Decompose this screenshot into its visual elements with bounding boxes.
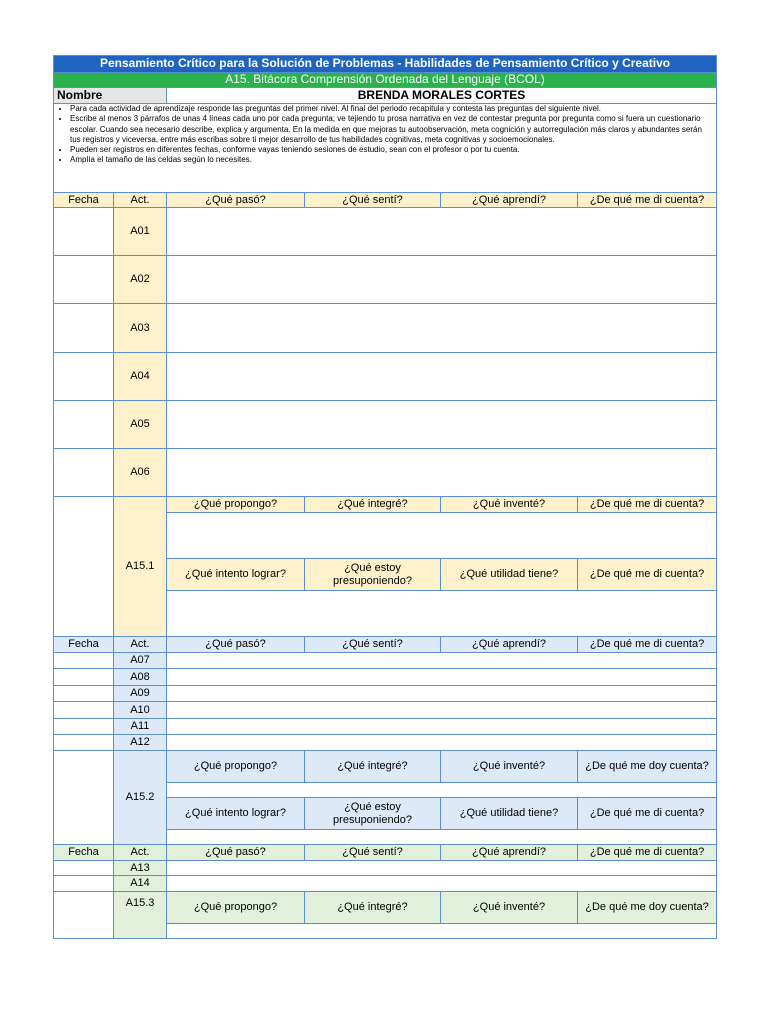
col-header-fecha: Fecha [54,193,114,208]
nombre-label: Nombre [54,88,167,104]
instruction-item: • Pueden ser registros en diferentes fechas, conforme vayas teniendo sesiones de estudio, sean con el profesor o por tu cuenta. [70,145,712,155]
fecha-cell[interactable] [54,861,114,876]
activity-entry-cell[interactable] [167,449,717,497]
activity-entry-cell[interactable] [167,686,717,702]
activity-entry-cell[interactable] [167,876,717,892]
col-header-que-paso: ¿Qué pasó? [167,845,305,861]
col-header-de-que-me-di-cuenta: ¿De qué me di cuenta? [578,845,717,861]
fecha-cell[interactable] [54,719,114,735]
col-header-que-senti: ¿Qué sentí? [305,193,441,208]
activity-entry-cell[interactable] [167,401,717,449]
fecha-cell[interactable] [54,497,114,637]
fecha-cell[interactable] [54,735,114,751]
q-que-invente: ¿Qué inventé? [441,497,578,513]
q-que-intento-lograr: ¿Qué intento lograr? [167,798,305,830]
col-header-fecha: Fecha [54,637,114,653]
q-que-utilidad-tiene: ¿Qué utilidad tiene? [441,798,578,830]
activity-entry-cell[interactable] [167,669,717,686]
instruction-item: • Para cada actividad de aprendizaje responde las preguntas del primer nivel. Al final del periodo recapitula y contesta las preguntas del siguiente nivel. [70,104,712,114]
col-header-que-senti: ¿Qué sentí? [305,637,441,653]
q-que-propongo: ¿Qué propongo? [167,497,305,513]
recap-entry-cell[interactable] [167,513,717,559]
recap-id: A15.2 [114,751,167,845]
col-header-que-aprendi: ¿Qué aprendí? [441,845,578,861]
nombre-field[interactable]: BRENDA MORALES CORTES [167,88,717,104]
col-header-act: Act. [114,637,167,653]
activity-entry-cell[interactable] [167,719,717,735]
q-que-integre: ¿Qué integré? [305,751,441,783]
q-que-invente: ¿Qué inventé? [441,751,578,783]
col-header-act: Act. [114,193,167,208]
activity-id: A14 [114,876,167,892]
activity-entry-cell[interactable] [167,256,717,304]
fecha-cell[interactable] [54,892,114,939]
q-de-que-me-doy-cuenta: ¿De qué me doy cuenta? [578,751,717,783]
sheet-title: Pensamiento Crítico para la Solución de Problemas - Habilidades de Pensamiento Crítico y Creativo [54,56,717,73]
fecha-cell[interactable] [54,304,114,353]
activity-entry-cell[interactable] [167,861,717,876]
q-que-utilidad-tiene: ¿Qué utilidad tiene? [441,559,578,591]
col-header-de-que-me-di-cuenta: ¿De qué me di cuenta? [578,193,717,208]
fecha-cell[interactable] [54,353,114,401]
activity-id: A10 [114,702,167,719]
sheet-subtitle: A15. Bitácora Comprensión Ordenada del Lenguaje (BCOL) [54,73,717,88]
activity-entry-cell[interactable] [167,735,717,751]
fecha-cell[interactable] [54,702,114,719]
q-de-que-me-di-cuenta: ¿De qué me di cuenta? [578,497,717,513]
recap-id: A15.1 [114,497,167,637]
activity-id: A12 [114,735,167,751]
col-header-que-senti: ¿Qué sentí? [305,845,441,861]
fecha-cell[interactable] [54,751,114,845]
activity-id: A03 [114,304,167,353]
activity-id: A08 [114,669,167,686]
fecha-cell[interactable] [54,208,114,256]
fecha-cell[interactable] [54,653,114,669]
bitacora-sheet [53,55,717,939]
instruction-item: • Amplía el tamaño de las celdas según lo necesites. [70,155,712,165]
fecha-cell[interactable] [54,686,114,702]
col-header-que-paso: ¿Qué pasó? [167,193,305,208]
activity-id: A06 [114,449,167,497]
q-que-estoy-presuponiendo: ¿Qué estoy presuponiendo? [305,559,441,591]
col-header-de-que-me-di-cuenta: ¿De qué me di cuenta? [578,637,717,653]
activity-entry-cell[interactable] [167,304,717,353]
instructions [54,104,717,193]
fecha-cell[interactable] [54,256,114,304]
col-header-que-paso: ¿Qué pasó? [167,637,305,653]
activity-entry-cell[interactable] [167,353,717,401]
col-header-act: Act. [114,845,167,861]
activity-id: A09 [114,686,167,702]
recap-id: A15.3 [114,892,167,939]
activity-entry-cell[interactable] [167,702,717,719]
activity-entry-cell[interactable] [167,208,717,256]
fecha-cell[interactable] [54,669,114,686]
q-de-que-me-di-cuenta: ¿De qué me di cuenta? [578,559,717,591]
activity-id: A04 [114,353,167,401]
q-que-propongo: ¿Qué propongo? [167,892,305,924]
recap-entry-cell[interactable] [167,924,717,939]
activity-id: A13 [114,861,167,876]
fecha-cell[interactable] [54,449,114,497]
instruction-item: • Escribe al menos 3 párrafos de unas 4 líneas cada uno por cada pregunta; ve tejiendo tu prosa narrativa en vez de contestar pregunta por pregunta como si fuera un cuestionario escolar. Cuando sea necesario describe, explica y argumenta. En la medida en que mejoras tu autoobservación, meta cognición y autorregulación más claros y abundantes serán tus registros y viceversa, entre más escribas sobre ti mejor desarrollo de tus habilidades cognitivas, meta cognitivas y socioemocionales. [70,114,712,145]
activity-id: A05 [114,401,167,449]
fecha-cell[interactable] [54,876,114,892]
recap-entry-cell[interactable] [167,783,717,798]
recap-entry-cell[interactable] [167,830,717,845]
col-header-fecha: Fecha [54,845,114,861]
col-header-que-aprendi: ¿Qué aprendí? [441,193,578,208]
q-que-estoy-presuponiendo: ¿Qué estoy presuponiendo? [305,798,441,830]
col-header-que-aprendi: ¿Qué aprendí? [441,637,578,653]
activity-id: A11 [114,719,167,735]
recap-entry-cell[interactable] [167,591,717,637]
q-de-que-me-doy-cuenta: ¿De qué me doy cuenta? [578,892,717,924]
q-que-invente: ¿Qué inventé? [441,892,578,924]
q-de-que-me-di-cuenta: ¿De qué me di cuenta? [578,798,717,830]
fecha-cell[interactable] [54,401,114,449]
activity-id: A07 [114,653,167,669]
q-que-propongo: ¿Qué propongo? [167,751,305,783]
q-que-integre: ¿Qué integré? [305,497,441,513]
q-que-intento-lograr: ¿Qué intento lograr? [167,559,305,591]
activity-entry-cell[interactable] [167,653,717,669]
q-que-integre: ¿Qué integré? [305,892,441,924]
activity-id: A01 [114,208,167,256]
activity-id: A02 [114,256,167,304]
